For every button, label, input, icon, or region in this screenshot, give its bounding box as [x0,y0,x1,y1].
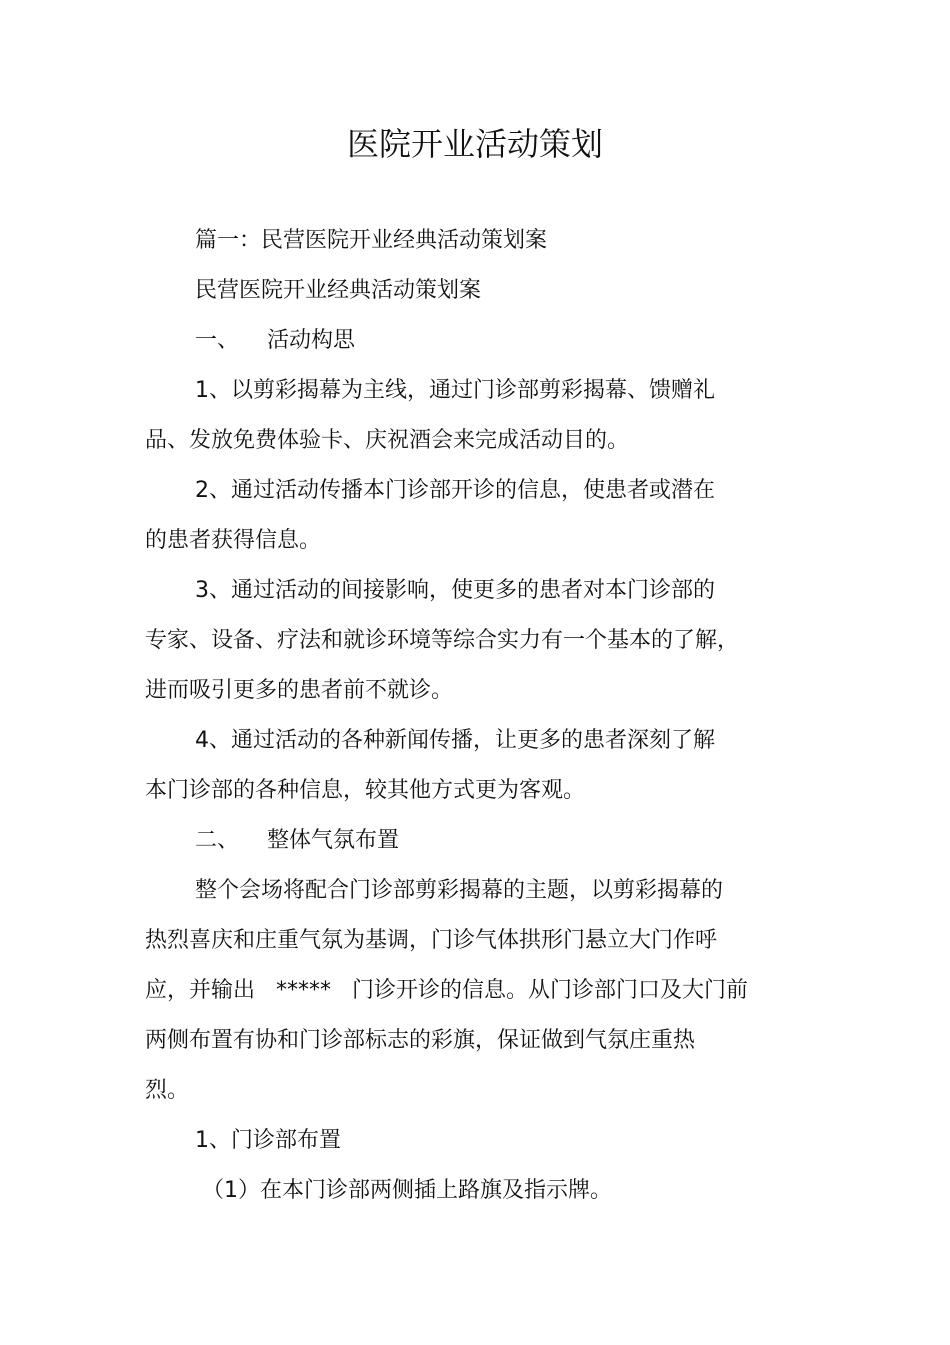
paragraph-line: 本门诊部的各种信息，较其他方式更为客观。 [145,778,586,803]
paragraph-line: 2、通过活动传播本门诊部开诊的信息，使患者或潜在 [195,478,715,503]
paragraph-line: 烈。 [145,1078,190,1103]
paragraph-line: 两侧布置有协和门诊部标志的彩旗，保证做到气氛庄重热 [145,1028,696,1053]
paragraph-line: 应，并输出 ***** 门诊开诊的信息。从门诊部门口及大门前 [145,978,748,1003]
document-title: 医院开业活动策划 [346,125,603,163]
paragraph-line: 进而吸引更多的患者前不就诊。 [145,678,454,703]
paragraph-line: 的患者获得信息。 [145,528,322,553]
heading-activity-concept: 一、 活动构思 [195,328,355,353]
paragraph-line: 3、通过活动的间接影响，使更多的患者对本门诊部的 [195,578,715,603]
paragraph-line: 专家、设备、疗法和就诊环境等综合实力有一个基本的了解， [145,628,740,653]
paragraph-line: 4、通过活动的各种新闻传播，让更多的患者深刻了解 [195,728,715,753]
paragraph-line: 热烈喜庆和庄重气氛为基调，门诊气体拱形门悬立大门作呼 [145,928,718,953]
subtitle-line: 民营医院开业经典活动策划案 [195,278,482,303]
paragraph-line: 1、以剪彩揭幕为主线，通过门诊部剪彩揭幕、馈赠礼 [195,378,715,403]
paragraph-line: 整个会场将配合门诊部剪彩揭幕的主题，以剪彩揭幕的 [195,878,724,903]
heading-atmosphere: 二、 整体气氛布置 [195,828,399,853]
list-item: （1）在本门诊部两侧插上路旗及指示牌。 [202,1178,612,1203]
paragraph-line: 品、发放免费体验卡、庆祝酒会来完成活动目的。 [145,428,630,453]
section-heading-part-one: 篇一：民营医院开业经典活动策划案 [195,228,548,253]
subheading-clinic-layout: 1、门诊部布置 [195,1128,341,1153]
